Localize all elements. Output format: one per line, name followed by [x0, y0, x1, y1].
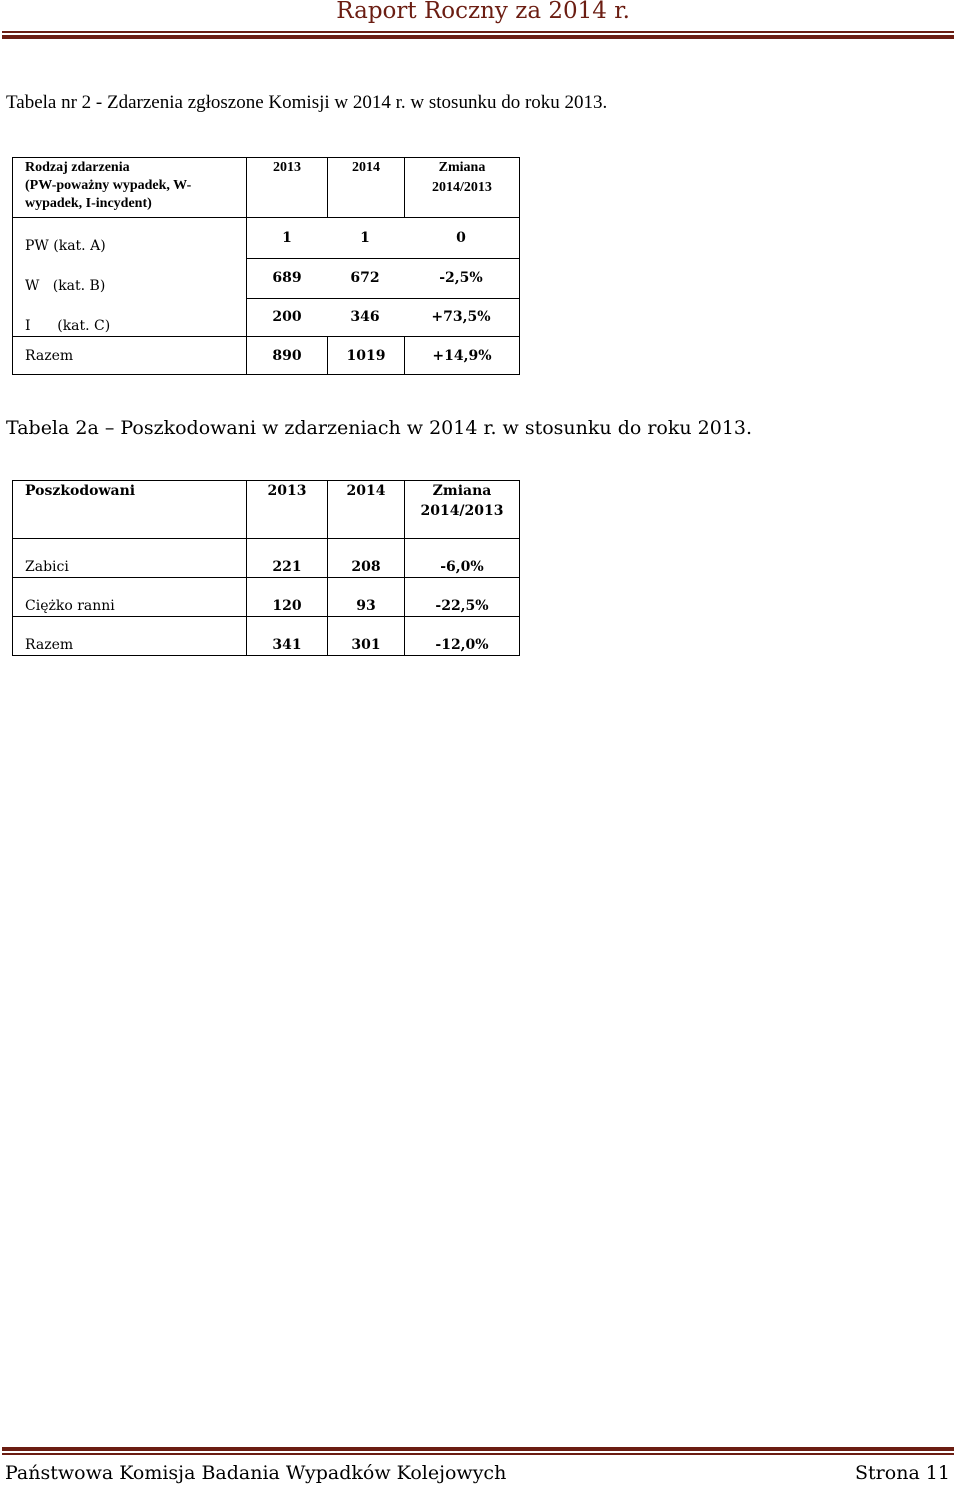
events-col-2013-label: 2013 [273, 160, 301, 175]
events-row-2013: 1 [247, 218, 327, 258]
casualties-row-2013 [247, 539, 328, 578]
events-row-2014: 346 [350, 309, 380, 326]
events-header-line-3: wypadek, I-incydent) [25, 196, 152, 211]
casualties-row-label [13, 539, 247, 578]
events-total-label: Razem [13, 337, 247, 375]
casualties-table [12, 480, 520, 656]
casualties-row-2014-text: 301 [351, 637, 381, 653]
casualties-header-label-text: Poszkodowani [25, 483, 136, 499]
events-row-2014: 1 [327, 218, 403, 258]
casualties-col-2013-label: 2013 [267, 483, 307, 499]
events-table [12, 157, 520, 375]
casualties-row-change-text: -6,0% [440, 559, 484, 575]
casualties-row-label [13, 617, 247, 656]
events-header-line-1: Rodzaj zdarzenia [25, 160, 130, 175]
footer-page-number: Strona 11 [855, 1462, 950, 1484]
events-row-label: W (kat. B) [25, 278, 106, 294]
events-row-label: I (kat. C) [25, 318, 111, 334]
events-col-2013 [247, 158, 328, 218]
events-col-change-line-2: 2014/2013 [432, 180, 492, 195]
casualties-row-2013-text: 221 [272, 559, 302, 575]
casualties-row-label-text: Razem [25, 637, 74, 653]
casualties-col-change-line-1: Zmiana [432, 483, 492, 499]
casualties-col-2013 [247, 481, 328, 539]
events-row-label: PW (kat. A) [25, 238, 106, 254]
events-col-2014-label: 2014 [352, 160, 380, 175]
casualties-row-2014-text: 93 [356, 598, 376, 614]
events-header-line-2: (PW-poważny wypadek, W- [25, 178, 192, 193]
table1-caption: Tabela nr 2 - Zdarzenia zgłoszone Komisji w 2014 r. w stosunku do roku 2013. [6, 92, 608, 113]
events-category-labels [13, 218, 247, 337]
casualties-row-change [405, 539, 520, 578]
events-col-change [405, 158, 520, 218]
events-values-block [247, 218, 520, 337]
events-row-change: -2,5% [403, 258, 519, 298]
footer-organization: Państwowa Komisja Badania Wypadków Kolejowych [5, 1462, 507, 1484]
casualties-row-label-text: Zabici [25, 559, 69, 575]
casualties-col-change-line-2: 2014/2013 [420, 503, 504, 519]
casualties-row-2014 [328, 539, 405, 578]
casualties-row-change-text: -12,0% [435, 637, 489, 653]
events-row-2014: 672 [327, 258, 403, 298]
casualties-row-change [405, 578, 520, 617]
events-col-change-line-1: Zmiana [438, 160, 486, 175]
casualties-row-change [405, 617, 520, 656]
table2-caption: Tabela 2a – Poszkodowani w zdarzeniach w 2014 r. w stosunku do roku 2013. [6, 417, 753, 439]
events-header-label [13, 158, 247, 218]
casualties-row-2014-text: 208 [351, 559, 381, 575]
casualties-row-2013-text: 120 [272, 598, 302, 614]
casualties-header-label [13, 481, 247, 539]
events-total-2013: 890 [247, 337, 328, 375]
events-total-2014: 1019 [328, 337, 405, 375]
casualties-row-2014 [328, 617, 405, 656]
events-row-2013: 689 [247, 258, 327, 298]
events-total-change: +14,9% [405, 337, 520, 375]
casualties-row-2013 [247, 578, 328, 617]
footer-rule [2, 1447, 954, 1455]
events-col-2014 [328, 158, 405, 218]
header-rule [2, 31, 954, 39]
casualties-col-change [405, 481, 520, 539]
casualties-row-2014 [328, 578, 405, 617]
casualties-row-label-text: Ciężko ranni [25, 598, 115, 614]
casualties-col-2014-label: 2014 [346, 483, 386, 499]
casualties-row-label [13, 578, 247, 617]
events-row-change: +73,5% [431, 309, 491, 326]
report-header-title: Raport Roczny za 2014 r. [336, 0, 630, 24]
casualties-row-2013 [247, 617, 328, 656]
events-row-change: 0 [403, 218, 519, 258]
casualties-row-change-text: -22,5% [435, 598, 489, 614]
casualties-row-2013-text: 341 [272, 637, 302, 653]
casualties-col-2014 [328, 481, 405, 539]
events-row-2013: 200 [272, 309, 302, 326]
